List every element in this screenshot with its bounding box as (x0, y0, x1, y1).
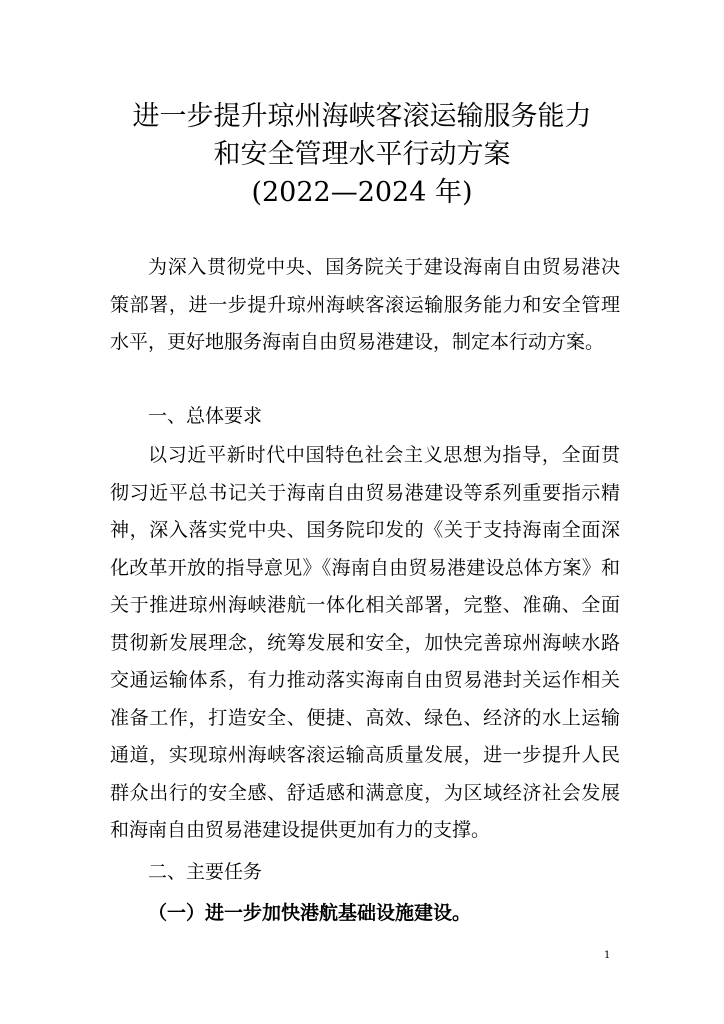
intro-paragraph (110, 249, 620, 362)
section-2-heading: 二、主要任务 (148, 861, 263, 883)
intro-text: 为深入贯彻党中央、国务院关于建设海南自由贸易港决策部署，进一步提升琼州海峡客滚运输服务能力和安全管理水平，更好地服务海南自由贸易港建设，制定本行动方案。 (110, 256, 620, 353)
title-year-range: (2022—2024 年) (251, 177, 473, 208)
title-line-1: 进一步提升琼州海峡客滚运输服务能力 (132, 101, 592, 132)
page-number: 1 (604, 950, 611, 961)
section-1-heading: 一、总体要求 (148, 405, 263, 427)
title-line-2: 和安全管理水平行动方案 (213, 139, 511, 170)
section-1-text: 以习近平新时代中国特色社会主义思想为指导，全面贯彻习近平总书记关于海南自由贸易港建设等系列重要指示精神，深入落实党中央、国务院印发的《关于支持海南全面深化改革开放的指导意见》《海南自由贸易港建设总体方案》和关于推进琼州海峡港航一体化相关部署，完整、准确、全面贯彻新发展理念，统筹发展和安全，加快完善琼州海峡水路交通运输体系，有力推动落实海南自由贸易港封关运作相关准备工作，打造安全、便捷、高效、绿色、经济的水上运输通道，实现琼州海峡客滚运输高质量发展，进一步提升人民群众出行的安全感、舒适感和满意度，为区域经济社会发展和海南自由贸易港建设提供更加有力的支撑。 (110, 444, 620, 841)
section-1-paragraph (110, 437, 620, 850)
subsection-1-heading: （一）进一步加快港航基础设施建设。 (148, 902, 472, 924)
